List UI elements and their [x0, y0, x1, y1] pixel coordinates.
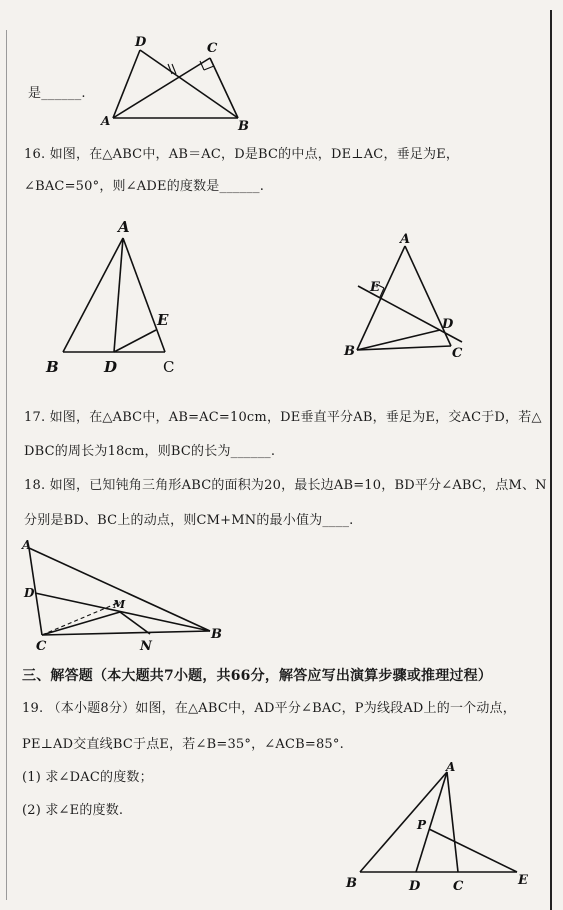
q16-line-2: ∠BAC=50°，则∠ADE的度数是______. [24, 179, 265, 194]
fig16-label-b: B [46, 358, 59, 376]
fig18-label-m: M [113, 598, 126, 611]
section-3-heading: 三、解答题（本大题共7小题，共66分，解答应写出演算步骤或推理过程） [22, 668, 493, 684]
fig17-label-c: C [452, 346, 463, 361]
fig19-label-b: B [346, 876, 357, 891]
fig17-label-b: B [344, 344, 355, 359]
fig18-label-n: N [140, 639, 152, 654]
fig19-label-e: E [518, 873, 528, 888]
q17-line-2: DBC的周长为18cm，则BC的长为______. [24, 444, 276, 459]
fig19-label-d: D [409, 879, 421, 894]
q17-line-1: 17. 如图，在△ABC中，AB=AC=10cm，DE垂直平分AB，垂足为E，交AC于D，若△ [24, 410, 542, 425]
fig16-label-c: C [163, 358, 175, 376]
fig18-label-b: B [211, 627, 222, 642]
q15-end: . [81, 86, 86, 101]
fig16-label-e: E [157, 311, 169, 329]
q16-line-1: 16. 如图，在△ABC中，AB＝AC，D是BC的中点，DE⊥AC，垂足为E， [24, 147, 460, 162]
q19-part-1: (1) 求∠DAC的度数； [22, 770, 153, 785]
q15-tail: 是 [28, 86, 42, 101]
fig16-label-a: A [118, 218, 130, 236]
fig19-label-c: C [453, 879, 464, 894]
fig17-label-a: A [400, 232, 411, 247]
fig19-label-a: A [446, 760, 456, 774]
fig18-label-a: A [22, 538, 32, 552]
q15-blank: ______ [41, 86, 82, 101]
q18-line-1: 18. 如图，已知钝角三角形ABC的面积为20，最长边AB=10，BD平分∠ABC，点M、N [24, 478, 547, 493]
fig15-label-d: D [135, 35, 147, 50]
fig15-label-a: A [101, 114, 111, 128]
q19-part-2: (2) 求∠E的度数. [22, 803, 124, 818]
fig15-label-b: B [238, 119, 249, 134]
q19-line-2: PE⊥AD交直线BC于点E，若∠B=35°，∠ACB=85°. [22, 737, 344, 752]
fig17-label-e: E [370, 280, 380, 295]
fig19-label-p: P [417, 818, 427, 832]
q18-line-2: 分别是BD、BC上的动点，则CM+MN的最小值为____. [24, 513, 354, 528]
q19-line-1: 19. （本小题8分）如图，在△ABC中，AD平分∠BAC，P为线段AD上的一个动点， [22, 701, 516, 716]
fig17-label-d: D [442, 317, 454, 332]
fig18-label-d: D [24, 586, 35, 600]
fig16-label-d: D [104, 358, 118, 376]
fig18-label-c: C [36, 639, 47, 654]
fig15-label-c: C [207, 41, 218, 56]
